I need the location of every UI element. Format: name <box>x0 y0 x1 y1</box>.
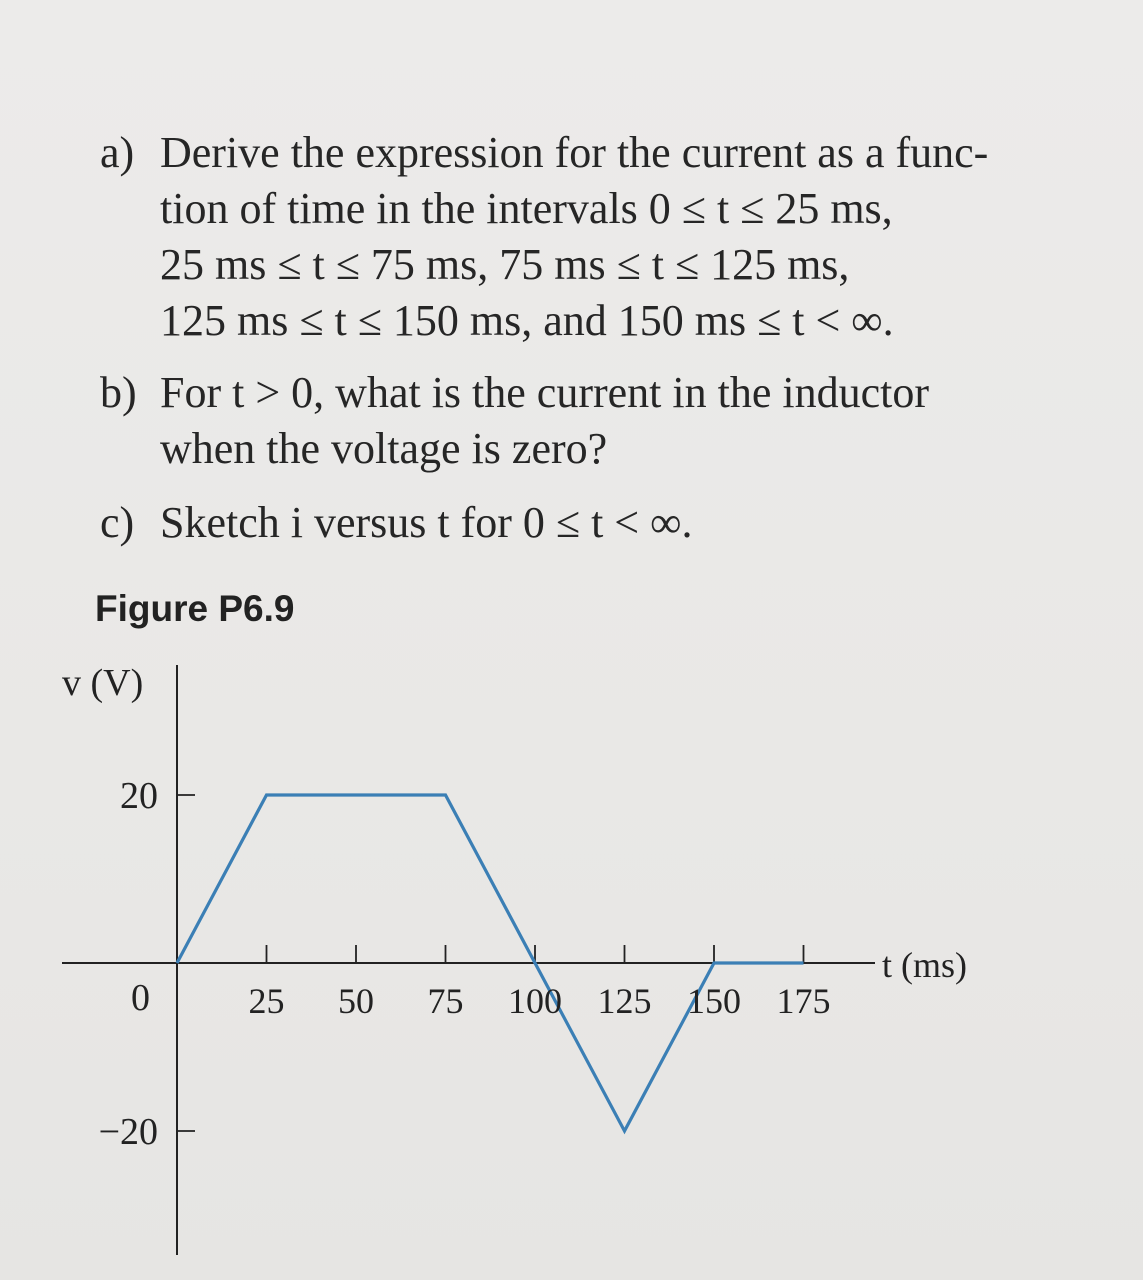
x-tick-label-50: 50 <box>338 981 374 1021</box>
y-tick-label-20: 20 <box>120 775 158 817</box>
part-a-line-1: Derive the expression for the current as a func- <box>160 128 989 177</box>
part-c-line-1: Sketch i versus t for 0 ≤ t < ∞. <box>160 498 693 547</box>
x-axis-label: t (ms) <box>882 945 967 985</box>
y-tick-label--20: −20 <box>98 1111 158 1153</box>
x-tick-label-100: 100 <box>508 981 562 1021</box>
part-a-label: a) <box>100 128 135 177</box>
x-tick-label-25: 25 <box>248 981 285 1021</box>
part-b-line-2: when the voltage is zero? <box>160 424 608 473</box>
x-tick-label-125: 125 <box>597 981 652 1021</box>
y-tick-label-0: 0 <box>131 977 150 1019</box>
figure-label: Figure P6.9 <box>95 588 295 629</box>
x-tick-label-175: 175 <box>776 981 831 1021</box>
part-a-line-3: 25 ms ≤ t ≤ 75 ms, 75 ms ≤ t ≤ 125 ms, <box>160 240 850 289</box>
x-tick-label-75: 75 <box>427 981 464 1021</box>
part-b-line-1: For t > 0, what is the current in the inductor <box>160 368 929 417</box>
y-axis-label: v (V) <box>62 662 144 704</box>
part-c-label: c) <box>100 498 135 547</box>
part-a-line-2: tion of time in the intervals 0 ≤ t ≤ 25 ms, <box>160 184 893 233</box>
part-b-label: b) <box>100 368 137 417</box>
x-tick-label-150: 150 <box>687 981 741 1021</box>
part-a-line-4: 125 ms ≤ t ≤ 150 ms, and 150 ms ≤ t < ∞. <box>160 296 894 345</box>
